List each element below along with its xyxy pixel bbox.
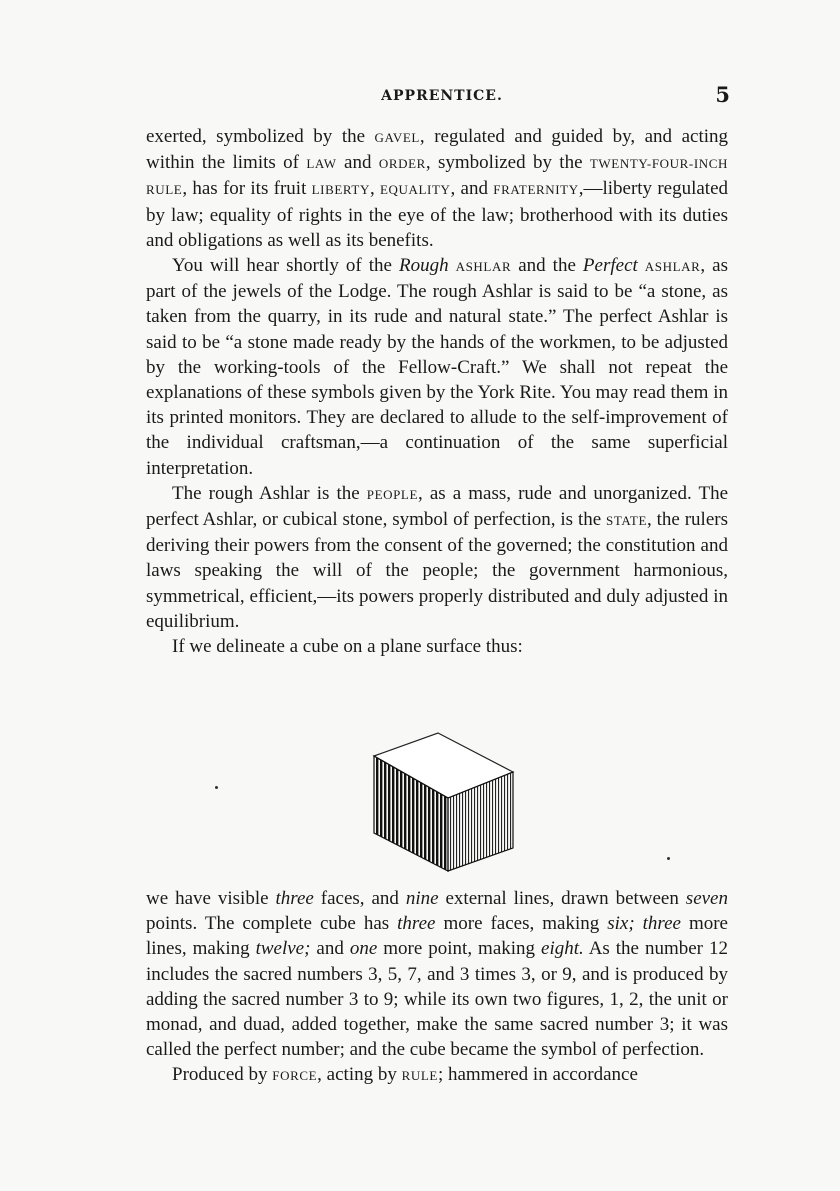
page-header (146, 82, 738, 108)
paragraph-people-state: The rough Ashlar is the PEOPLE, as a mass, rude and unorganized. The perfect Ashlar, or cubical stone, symbol of perfection, is the STATE, the rulers deriving their powers from the consent of the governed; the constitution and laws speaking the will of the people; the government harmonious, symmetrical, efficient,—its powers properly distributed and duly adjusted in equilibrium. (146, 482, 728, 632)
paragraph-force-rule: Produced by FORCE, acting by RULE; hammered in accordance (172, 1064, 638, 1086)
text-block-upper (146, 124, 728, 659)
page-number: 5 (715, 82, 730, 107)
paragraph-ashlar: You will hear shortly of the Rough ASHLAR and the Perfect ASHLAR, as part of the jewels of the Lodge. The rough Ashlar is said to be “a stone, as taken from the quarry, in its rude and natural state.” The perfect Ashlar is said to be “a stone made ready by the hands of the workmen, to be adjusted by the working-tools of the Fellow-Craft.” We shall not repeat the explanations of these symbols given by the York Rite. You may read them in its printed monitors. They are declared to allude to the self-improvement of the individual craftsman,—a continuation of the same superficial interpretation. (146, 255, 728, 479)
cube-illustration (372, 732, 516, 873)
running-title: APPRENTICE. (381, 88, 503, 104)
paragraph-continued: exerted, symbolized by the GAVEL, regulated and guided by, and acting within the limits of LAW and ORDER, symbolized by the TWENTY-FOUR-INCH RULE, has for its fruit LIBERTY, EQUALITY, and FRATERNITY,—liberty regulated by law; equality of rights in the eye of the law; brotherhood with its duties and obligations as well as its benefits. (146, 126, 729, 251)
stray-mark (215, 786, 218, 789)
text-block-lower (146, 886, 728, 1089)
paragraph-cube-numbers: we have visible three faces, and nine external lines, drawn between seven points. The complete cube has three more faces, making six; three more lines, making twelve; and one more point, making eight. As the number 12 includes the sacred numbers 3, 5, 7, and 3 times 3, or 9, and is produced by adding the sacred number 3 to 9; while its own two figures, 1, 2, the unit or monad, and duad, added together, make the same sacred number 3; it was called the perfect number; and the cube became the symbol of perfection. (146, 888, 728, 1061)
stray-mark (667, 857, 670, 860)
paragraph-cube-intro: If we delineate a cube on a plane surface thus: (172, 636, 523, 658)
